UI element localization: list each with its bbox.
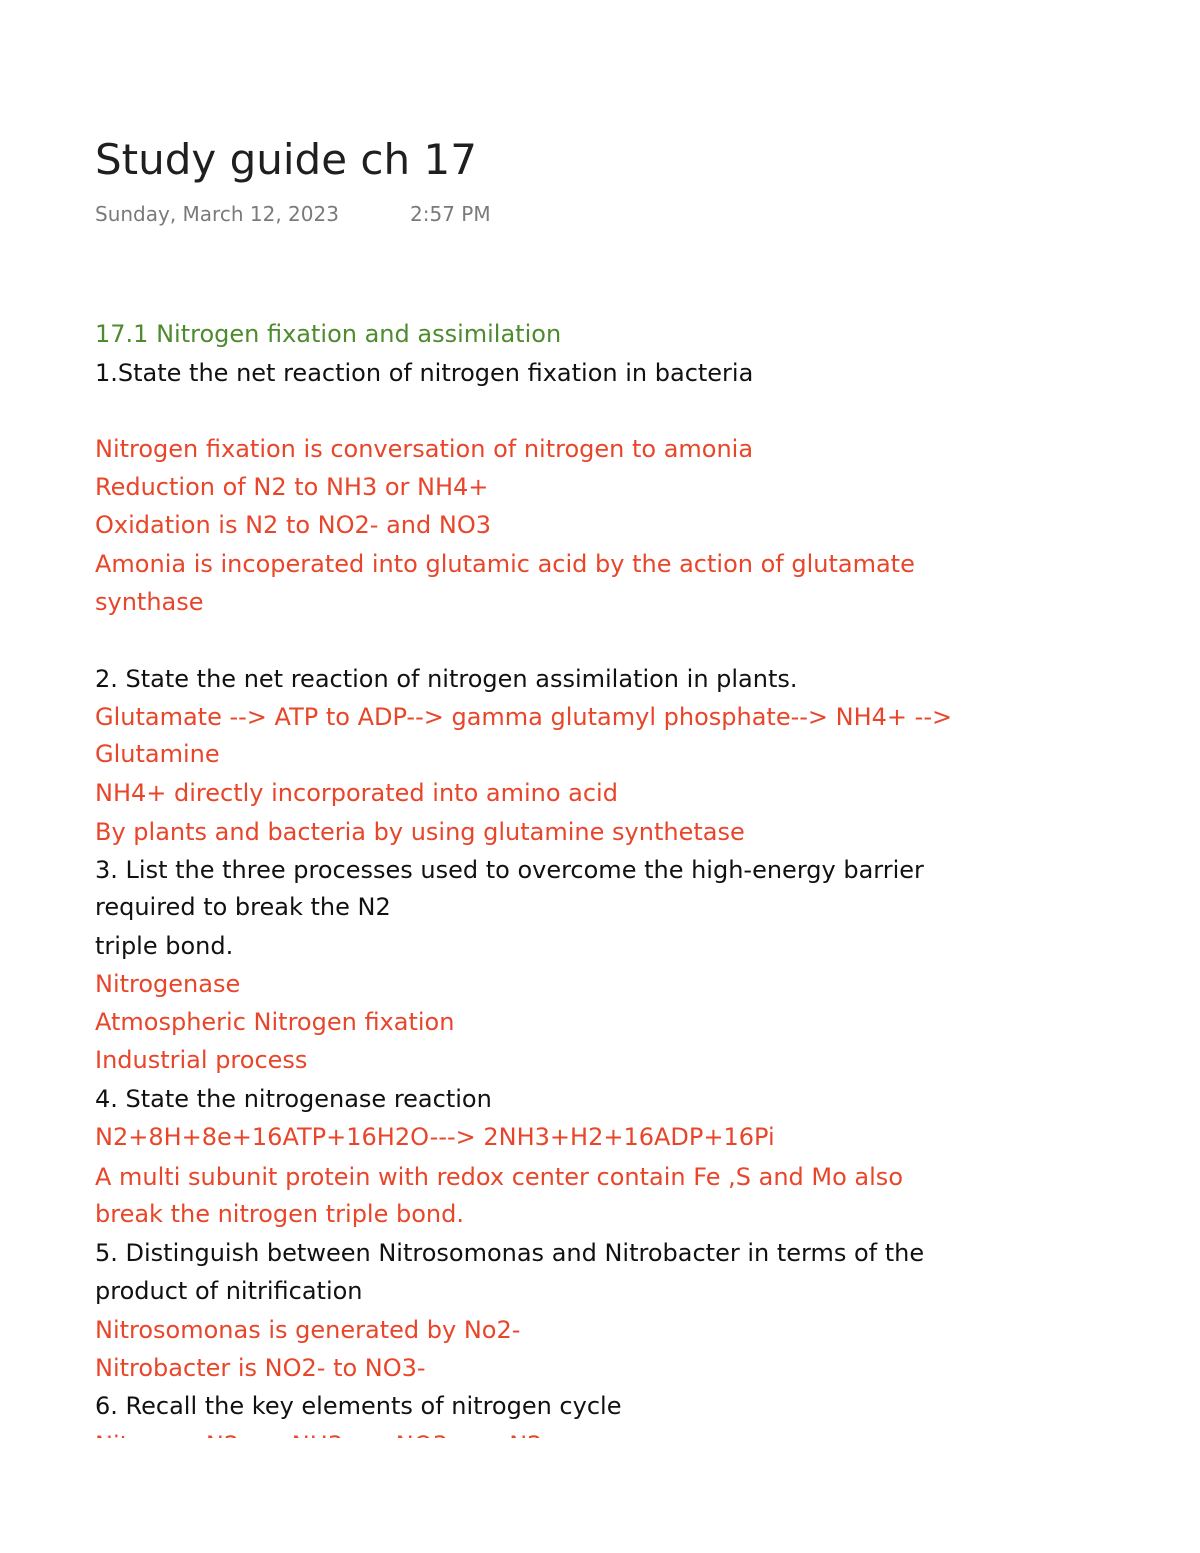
note-date: Sunday, March 12, 2023: [95, 202, 339, 226]
note-title: Study guide ch 17: [95, 135, 477, 184]
answer-line: N2+8H+8e+16ATP+16H2O---> 2NH3+H2+16ADP+16Pi: [95, 1123, 775, 1151]
section-heading: 17.1 Nitrogen fixation and assimilation: [95, 320, 562, 348]
answer-line: break the nitrogen triple bond.: [95, 1200, 464, 1228]
question-line: product of nitrification: [95, 1277, 363, 1305]
question-line: 2. State the net reaction of nitrogen assimilation in plants.: [95, 665, 798, 693]
question-line: 1.State the net reaction of nitrogen fixation in bacteria: [95, 359, 754, 387]
question-line: 5. Distinguish between Nitrosomonas and Nitrobacter in terms of the: [95, 1239, 925, 1267]
answer-line: Glutamine: [95, 740, 220, 768]
answer-line: Nitrobacter is NO2- to NO3-: [95, 1354, 426, 1382]
question-line: 3. List the three processes used to overcome the high-energy barrier: [95, 856, 924, 884]
question-line: 4. State the nitrogenase reaction: [95, 1085, 492, 1113]
note-time: 2:57 PM: [410, 202, 491, 226]
answer-line: Glutamate --> ATP to ADP--> gamma glutamyl phosphate--> NH4+ -->: [95, 703, 953, 731]
answer-line: Nitrosomonas is generated by No2-: [95, 1316, 521, 1344]
question-line: 6. Recall the key elements of nitrogen cycle: [95, 1392, 622, 1420]
answer-line: Reduction of N2 to NH3 or NH4+: [95, 473, 489, 501]
answer-line: synthase: [95, 588, 204, 616]
question-line: required to break the N2: [95, 893, 391, 921]
answer-line: Nitrogen fixation is conversation of nitrogen to amonia: [95, 435, 754, 463]
question-line: triple bond.: [95, 932, 234, 960]
page-cutoff-mask: [0, 1438, 1200, 1553]
answer-line: Industrial process: [95, 1046, 308, 1074]
answer-line: Oxidation is N2 to NO2- and NO3: [95, 511, 491, 539]
answer-line: By plants and bacteria by using glutamine synthetase: [95, 818, 745, 846]
answer-line: Nitrogenase: [95, 970, 241, 998]
answer-line: A multi subunit protein with redox center contain Fe ,S and Mo also: [95, 1163, 903, 1191]
answer-line: Amonia is incoperated into glutamic acid by the action of glutamate: [95, 550, 915, 578]
answer-line: NH4+ directly incorporated into amino acid: [95, 779, 618, 807]
answer-line: Atmospheric Nitrogen fixation: [95, 1008, 455, 1036]
